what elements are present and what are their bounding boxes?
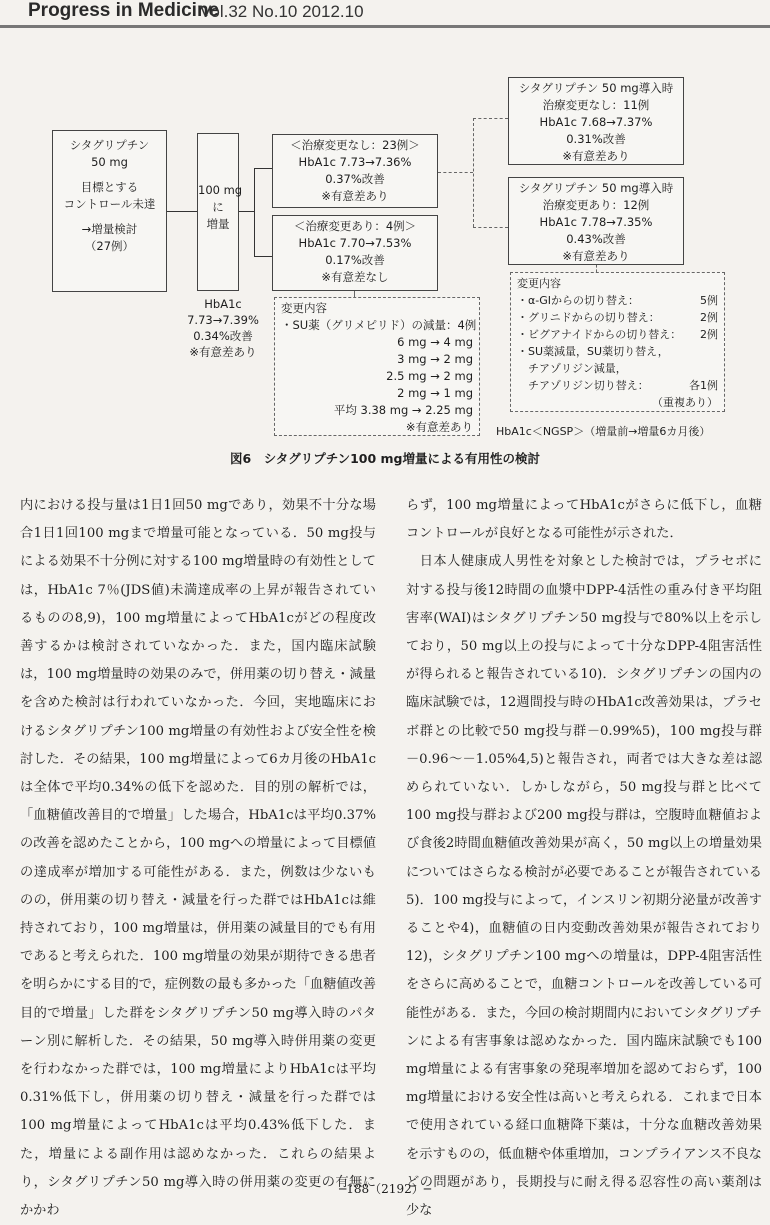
dashed-connector (438, 172, 473, 173)
top-right-line: HbA1c 7.68→7.37% (539, 115, 653, 129)
start-line: 50 mg (91, 155, 128, 169)
overall-line: ※有意差あり (189, 345, 257, 359)
no-change-line: ※有意差あり (321, 189, 389, 203)
mid-right-line: シタグリプチン 50 mg導入時 (518, 181, 674, 195)
change-box (272, 215, 438, 291)
right-column (406, 492, 762, 1225)
top-right-line: ※有意差あり (562, 149, 630, 163)
detail-label: ・α-GIからの切り替え： (517, 294, 639, 307)
no-change-line: HbA1c 7.73→7.36% (298, 155, 412, 169)
no-change-line: ＜治療変更なし：23例＞ (290, 138, 420, 152)
increase-line: 増量 (206, 217, 230, 231)
dashed-connector (473, 227, 508, 228)
right-paragraph-1: らず，100 mg増量によってHbA1cがさらに低下し，血糖コントロールが良好となる可能性が示された． (406, 498, 762, 542)
detail-label: チアゾリジン減量， (517, 362, 627, 375)
su-lead: ・SU薬（グリメピリド）の減量：4例 (281, 318, 477, 332)
su-item: 6 mg → 4 mg (397, 335, 473, 349)
connector (239, 211, 254, 212)
left-column (20, 492, 376, 1225)
dashed-connector (473, 118, 508, 119)
figure-caption: 図6 シタグリプチン100 mg増量による有用性の検討 (230, 451, 540, 466)
mid-right-line: HbA1c 7.78→7.35% (539, 215, 653, 229)
change-line: ＜治療変更あり：4例＞ (293, 219, 417, 233)
detail-count: 2例 (700, 328, 718, 341)
overall-line: HbA1c (204, 297, 242, 311)
mid-right-line: ※有意差あり (562, 249, 630, 263)
overall-line: 7.73→7.39% (187, 313, 259, 327)
start-box (52, 130, 167, 292)
start-line: （27例） (84, 239, 135, 253)
start-line: 目標とする (80, 180, 139, 194)
journal-issue: Vol.32 No.10 2012.10 (200, 2, 364, 21)
su-item: 3 mg → 2 mg (397, 352, 473, 366)
left-paragraph: 内における投与量は1日1回50 mgであり，効果不十分な場合1日1回100 mgまで増量可能となっている．50 mg投与による効果不十分例に対する100 mg増量時の有効性としては，HbA1c 7％(JDS値)未満達成率の上昇が報告されているものの8,9)，100 mg増量によってHbA1cがどの程度改善するかは検討されていなかった．また，国内臨床試験は，100 mg増量時の効果のみで，併用薬の切り替え・減量を含めた検討は行われていなかった．今回，実地臨床におけるシタグリプチン100 mg増量の有効性および安全性を検討した．その結果，100 mg増量によって6カ月後のHbA1cは全体で平均0.34%の低下を認めた．目的別の解析では，「血糖値改善目的で増量」した場合，HbA1cは平均0.37%の改善を認めたことから，100 mgへの増量によって目標値の達成率が増加する可能性がある．また，例数は少ないものの，併用薬の切り替え・減量を行った群ではHbA1cは維持されており，100 mg増量は，併用薬の減量目的でも有用であると考えられた．100 mg増量の効果が期待できる患者を明らかにする目的で，症例数の最も多かった「血糖値改善目的で増量」した群をシタグリプチン50 mg導入時のパターン別に解析した．その結果，50 mg導入時併用薬の変更を行わなかった群では，100 mg増量によりHbA1cは平均0.31%低下し，併用薬の切り替え・減量を行った群では100 mg増量によってHbA1cは平均0.43%低下した．また，増量による副作用は認めなかった．これらの結果より，シタグリプチン50 mg導入時の併用薬の変更の有無にかかわ (20, 498, 376, 1219)
mid-right-line: 治療変更あり：12例 (542, 198, 650, 212)
su-item: 2 mg → 1 mg (397, 386, 473, 400)
top-right-line: シタグリプチン 50 mg導入時 (518, 81, 674, 95)
su-title: 変更内容 (281, 301, 327, 315)
top-right-line: 0.31%改善 (566, 132, 626, 146)
detail-row (517, 309, 718, 326)
page-header (0, 0, 770, 26)
detail-label: ・SU薬減量，SU薬切り替え， (517, 345, 669, 358)
figure-footnote: HbA1c＜NGSP＞（増量前→増量6カ月後） (496, 425, 711, 438)
detail-label: ・グリニドからの切り替え： (517, 311, 660, 324)
start-line: シタグリプチン (69, 138, 150, 152)
detail-row (517, 377, 718, 394)
top-right-line: 治療変更なし：11例 (542, 98, 650, 112)
start-line (57, 171, 162, 179)
detail-row (517, 343, 718, 360)
change-line: HbA1c 7.70→7.53% (298, 236, 412, 250)
su-item: 平均 3.38 mg → 2.25 mg (333, 403, 473, 417)
detail-count: 2例 (700, 311, 718, 324)
change-line: 0.17%改善 (325, 253, 385, 267)
dashed-connector (596, 265, 597, 272)
change-detail-box (510, 272, 725, 412)
detail-row (517, 326, 718, 343)
increase-line: に (212, 200, 224, 214)
connector (254, 168, 272, 169)
dashed-connector (473, 118, 474, 227)
no-change-box (272, 134, 438, 208)
connector (254, 256, 272, 257)
su-change-box (274, 297, 480, 436)
detail-row (517, 292, 718, 309)
detail-row (517, 360, 718, 377)
overall-hba1c (168, 296, 278, 360)
start-line (57, 213, 162, 221)
su-item: 2.5 mg → 2 mg (386, 369, 473, 383)
journal-title: Progress in Medicine (28, 0, 220, 21)
start-line: →増量検討 (81, 222, 138, 236)
mid-right-box (508, 177, 684, 265)
increase-box (197, 133, 243, 291)
top-right-box (508, 77, 684, 165)
detail-title: 変更内容 (517, 277, 561, 290)
overall-line: 0.34%改善 (193, 329, 253, 343)
right-paragraph-2: 日本人健康成人男性を対象とした検討では，プラセボに対する投与後12時間の血漿中DPP-4活性の重み付き平均阻害率(WAI)はシタグリプチン50 mg投与で80%以上を示しており，50 mg以上の投与によって十分なDPP-4阻害活性が得られると報告されている10)．シタグリプチンの国内の臨床試験では，12週間投与時のHbA1c改善効果は，プラセボ群との比較で50 mg投与群－0.99%5)，100 mg投与群－0.96～－1.05%4,5)と報告され，両者では大きな差は認められていない．しかしながら，50 mg投与群と比べて100 mg投与群および200 mg投与群は，空腹時血糖値および食後2時間血糖値改善効果が高く，50 mg以上の増量効果についてはさらなる検討が必要であることが報告されている5)．100 mg投与によって，インスリン初期分泌量が改善することや4)，血糖値の日内変動改善効果が報告されており12)，シタグリプチン100 mgへの増量は，DPP-4阻害活性をさらに高めることで，血糖コントロールを改善している可能性がある．また，今回の検討期間内においてシタグリプチンによる有害事象は認めなかった．国内臨床試験でも100 mg増量による有害事象の発現率増加を認めておらず，100 mg増量における安全性は高いと考えられる．これまで日本で使用されている経口血糖降下薬は，十分な血糖改善効果を示すものの，低血糖や体重増加，コンプライアンス不良などの問題があり，長期投与に耐え得る忍容性の高い薬剤は少な (406, 554, 762, 1219)
detail-label: チアゾリジン切り替え： (517, 379, 649, 392)
no-change-line: 0.37%改善 (325, 172, 385, 186)
increase-line: 100 mg (198, 183, 243, 197)
mid-right-line: 0.43%改善 (566, 232, 626, 246)
su-item: ※有意差あり (405, 420, 473, 434)
start-line: コントロール未達 (63, 197, 156, 211)
detail-note: （重複あり） (652, 396, 718, 409)
connector (167, 211, 197, 212)
connector (254, 168, 255, 256)
header-rule (0, 25, 770, 28)
detail-count: 5例 (700, 294, 718, 307)
detail-label: ・ビグアナイドからの切り替え： (517, 328, 682, 341)
detail-count: 各1例 (689, 379, 718, 392)
page-number: ─188（2192）─ (339, 1182, 431, 1196)
change-line: ※有意差なし (321, 270, 389, 284)
